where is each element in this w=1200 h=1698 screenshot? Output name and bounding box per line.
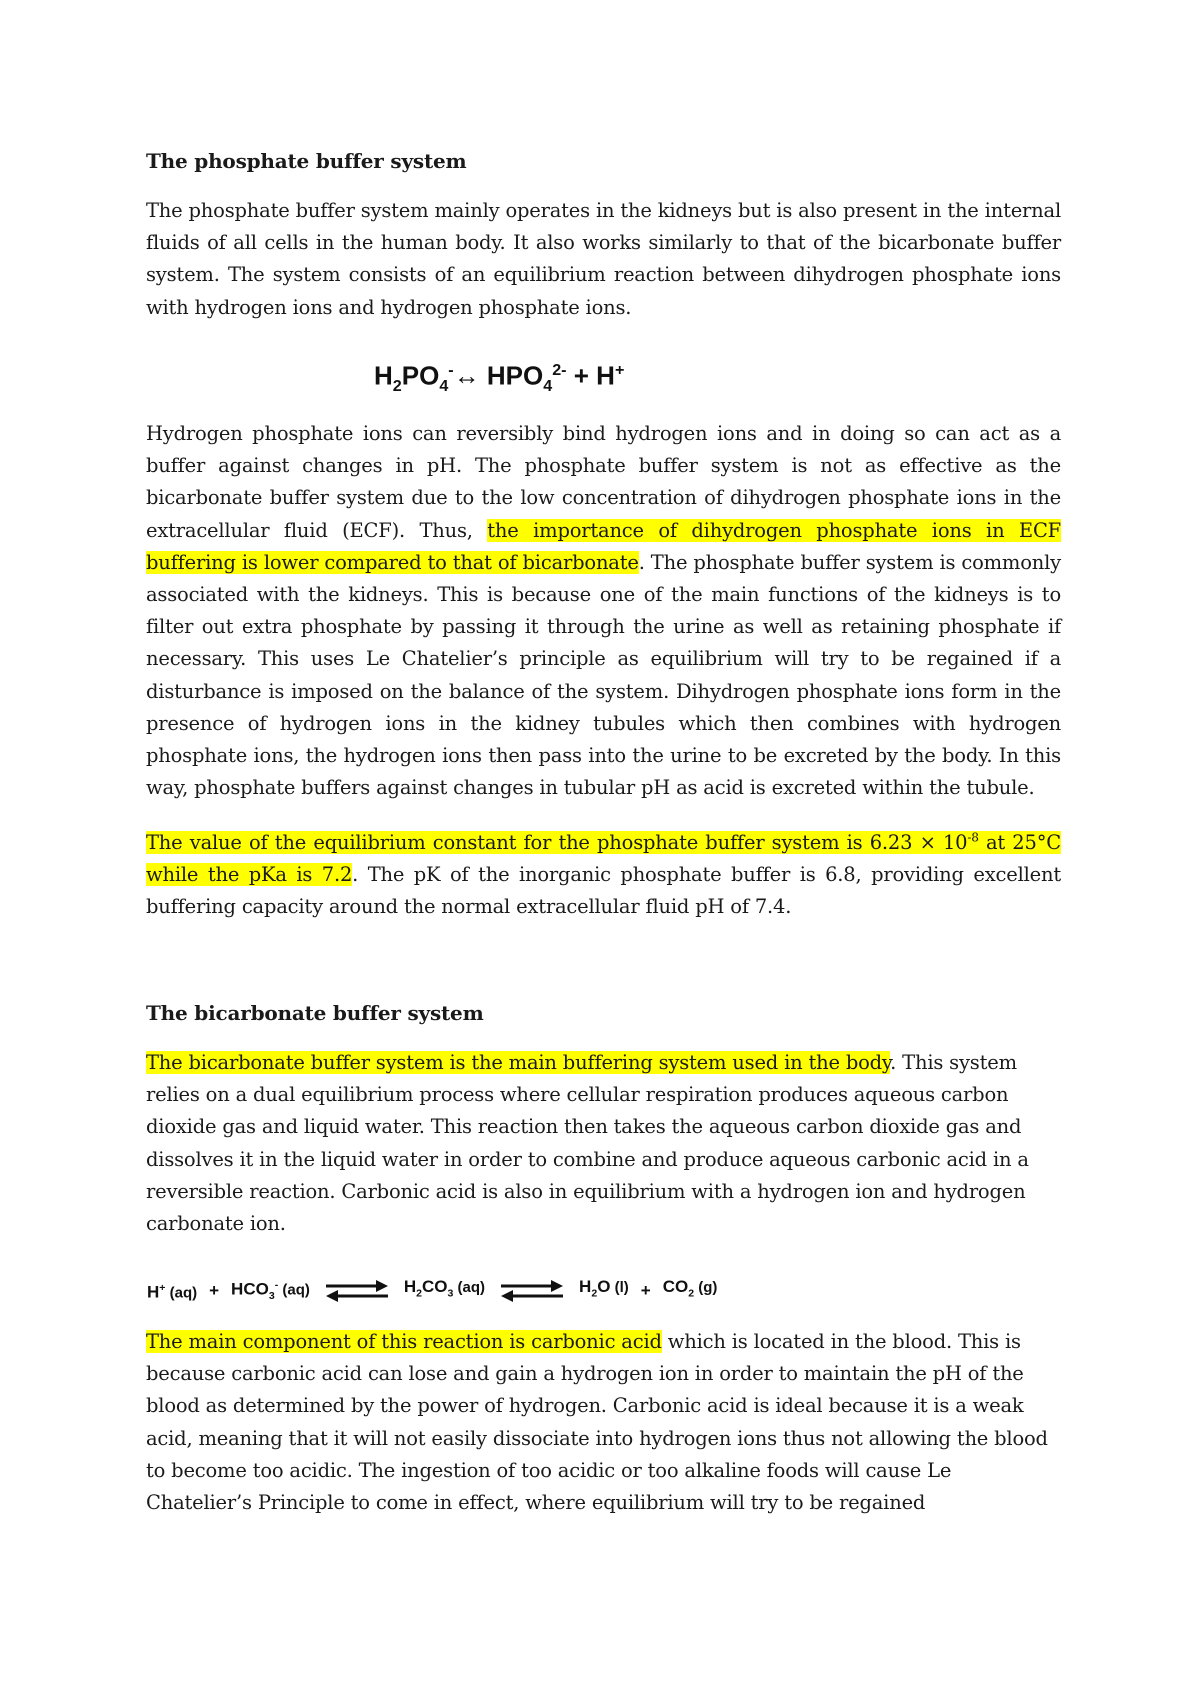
text-run: which is located in the blood. This is because carbonic acid can lose and gain a hydrogen ion in order to maintain the pH of the blood as determined by the power of hydrogen. Carbonic acid is ideal because it is a weak acid, meaning that it will not easily dissociate into hydrogen ions thus not allowing the blood to become too acidic. The ingestion of too acidic or too alkaline foods will cause Le Chatelier’s Principle to come in effect, where equilibrium will try to be regained	[146, 1330, 1048, 1515]
text-run: . This system relies on a dual equilibrium process where cellular respiration produces aqueous carbon dioxide gas and liquid water. This reaction then takes the aqueous carbon dioxide gas and dissolves it in the liquid water in order to combine and produce aqueous carbonic acid in a reversible reaction. Carbonic acid is also in equilibrium with a hydrogen ion and hydrogen carbonate ion.	[146, 1051, 1029, 1236]
eq-term: H	[374, 360, 393, 391]
eq-state: (aq)	[453, 1279, 486, 1297]
exponent: -8	[967, 830, 979, 845]
eq-term: + H	[566, 360, 615, 391]
eq-symbol: HCO	[231, 1279, 269, 1299]
highlighted-text: The bicarbonate buffer system is the main buffering system used in the body	[146, 1051, 891, 1074]
eq-term	[231, 1265, 310, 1316]
highlighted-text: The main component of this reaction is carbonic acid	[146, 1330, 662, 1353]
eq-sub: 3	[447, 1287, 454, 1300]
eq-sup: -	[448, 361, 454, 379]
eq-term	[579, 1267, 629, 1313]
eq-sup: +	[159, 1281, 166, 1294]
eq-sub: 2	[392, 376, 402, 395]
eq-symbol: H	[579, 1277, 592, 1297]
text-run: The value of the equilibrium constant for the phosphate buffer system is 6.23 × 10	[146, 831, 968, 854]
phosphate-constant-paragraph	[146, 827, 1061, 924]
eq-term	[404, 1267, 485, 1313]
eq-sup: +	[614, 361, 625, 379]
eq-symbol: H	[147, 1282, 160, 1302]
text-run: . The pK of the inorganic phosphate buffer is 6.8, providing excellent buffering capacity around the normal extracellular fluid pH of 7.4.	[146, 863, 1061, 919]
phosphate-equation	[374, 350, 624, 406]
eq-term: PO	[401, 360, 440, 391]
text-run: Hydrogen phosphate ions can reversibly bind hydrogen ions and in doing so can act as a buffer against changes in pH. The phosphate buffer system is not as effective as the bicarbonate buffer system due to the low concentration of dihydrogen phosphate ions in the extracellular fluid (ECF). Thus,	[146, 422, 1061, 542]
eq-term: HPO	[479, 360, 544, 391]
eq-symbol: O	[597, 1277, 611, 1297]
bicarbonate-body-paragraph	[146, 1326, 1061, 1519]
eq-plus: +	[209, 1280, 220, 1300]
equilibrium-arrows-icon	[324, 1279, 390, 1303]
eq-state: (l)	[610, 1279, 629, 1297]
eq-state: (g)	[694, 1279, 718, 1297]
eq-term	[147, 1268, 197, 1314]
eq-state: (aq)	[278, 1281, 310, 1299]
eq-symbol: H	[403, 1277, 417, 1297]
bicarbonate-equation	[147, 1265, 717, 1316]
eq-sup: -	[274, 1279, 279, 1291]
eq-plus: +	[640, 1280, 651, 1300]
phosphate-intro-paragraph: The phosphate buffer system mainly operates in the kidneys but is also present in the internal fluids of all cells in the human body. It also works similarly to that of the bicarbonate buffer system. The system consists of an equilibrium reaction between dihydrogen phosphate ions with hydrogen ions and hydrogen phosphate ions.	[146, 199, 1061, 319]
highlighted-text: the importance of dihydrogen phosphate ions in ECF buffering is lower compared to that of bicarbonate	[146, 518, 1061, 574]
eq-symbol: CO	[422, 1277, 448, 1297]
eq-sub: 3	[268, 1290, 275, 1303]
eq-sup: 2-	[552, 361, 567, 379]
eq-sub: 2	[591, 1287, 598, 1300]
eq-sub: 2	[688, 1287, 695, 1300]
phosphate-body-paragraph	[146, 418, 1061, 804]
double-arrow-icon: ↔	[453, 360, 480, 391]
eq-state: (aq)	[165, 1284, 198, 1302]
eq-sub: 4	[543, 376, 553, 395]
eq-sub: 4	[439, 376, 449, 395]
equilibrium-arrows-icon	[499, 1279, 565, 1303]
section-heading-bicarbonate: The bicarbonate buffer system	[146, 1001, 484, 1025]
bicarbonate-intro-paragraph	[146, 1047, 1061, 1240]
eq-symbol: CO	[662, 1277, 689, 1297]
section-heading-phosphate: The phosphate buffer system	[146, 149, 467, 173]
text-run: . The phosphate buffer system is commonly associated with the kidneys. This is because one of the main functions of the kidneys is to filter out extra phosphate by passing it through the urine as well as retaining phosphate if necessary. This uses Le Chatelier’s principle as equilibrium will try to be regained if a disturbance is imposed on the balance of the system. Dihydrogen phosphate ions form in the presence of hydrogen ions in the kidney tubules which then combines with hydrogen phosphate ions, the hydrogen ions then pass into the urine to be excreted by the body. In this way, phosphate buffers against changes in tubular pH as acid is excreted within the tubule.	[146, 550, 1061, 800]
text-run: at 25°C while the pKa is 7.2	[146, 831, 1061, 887]
eq-term	[663, 1267, 718, 1313]
eq-sub: 2	[416, 1287, 423, 1300]
